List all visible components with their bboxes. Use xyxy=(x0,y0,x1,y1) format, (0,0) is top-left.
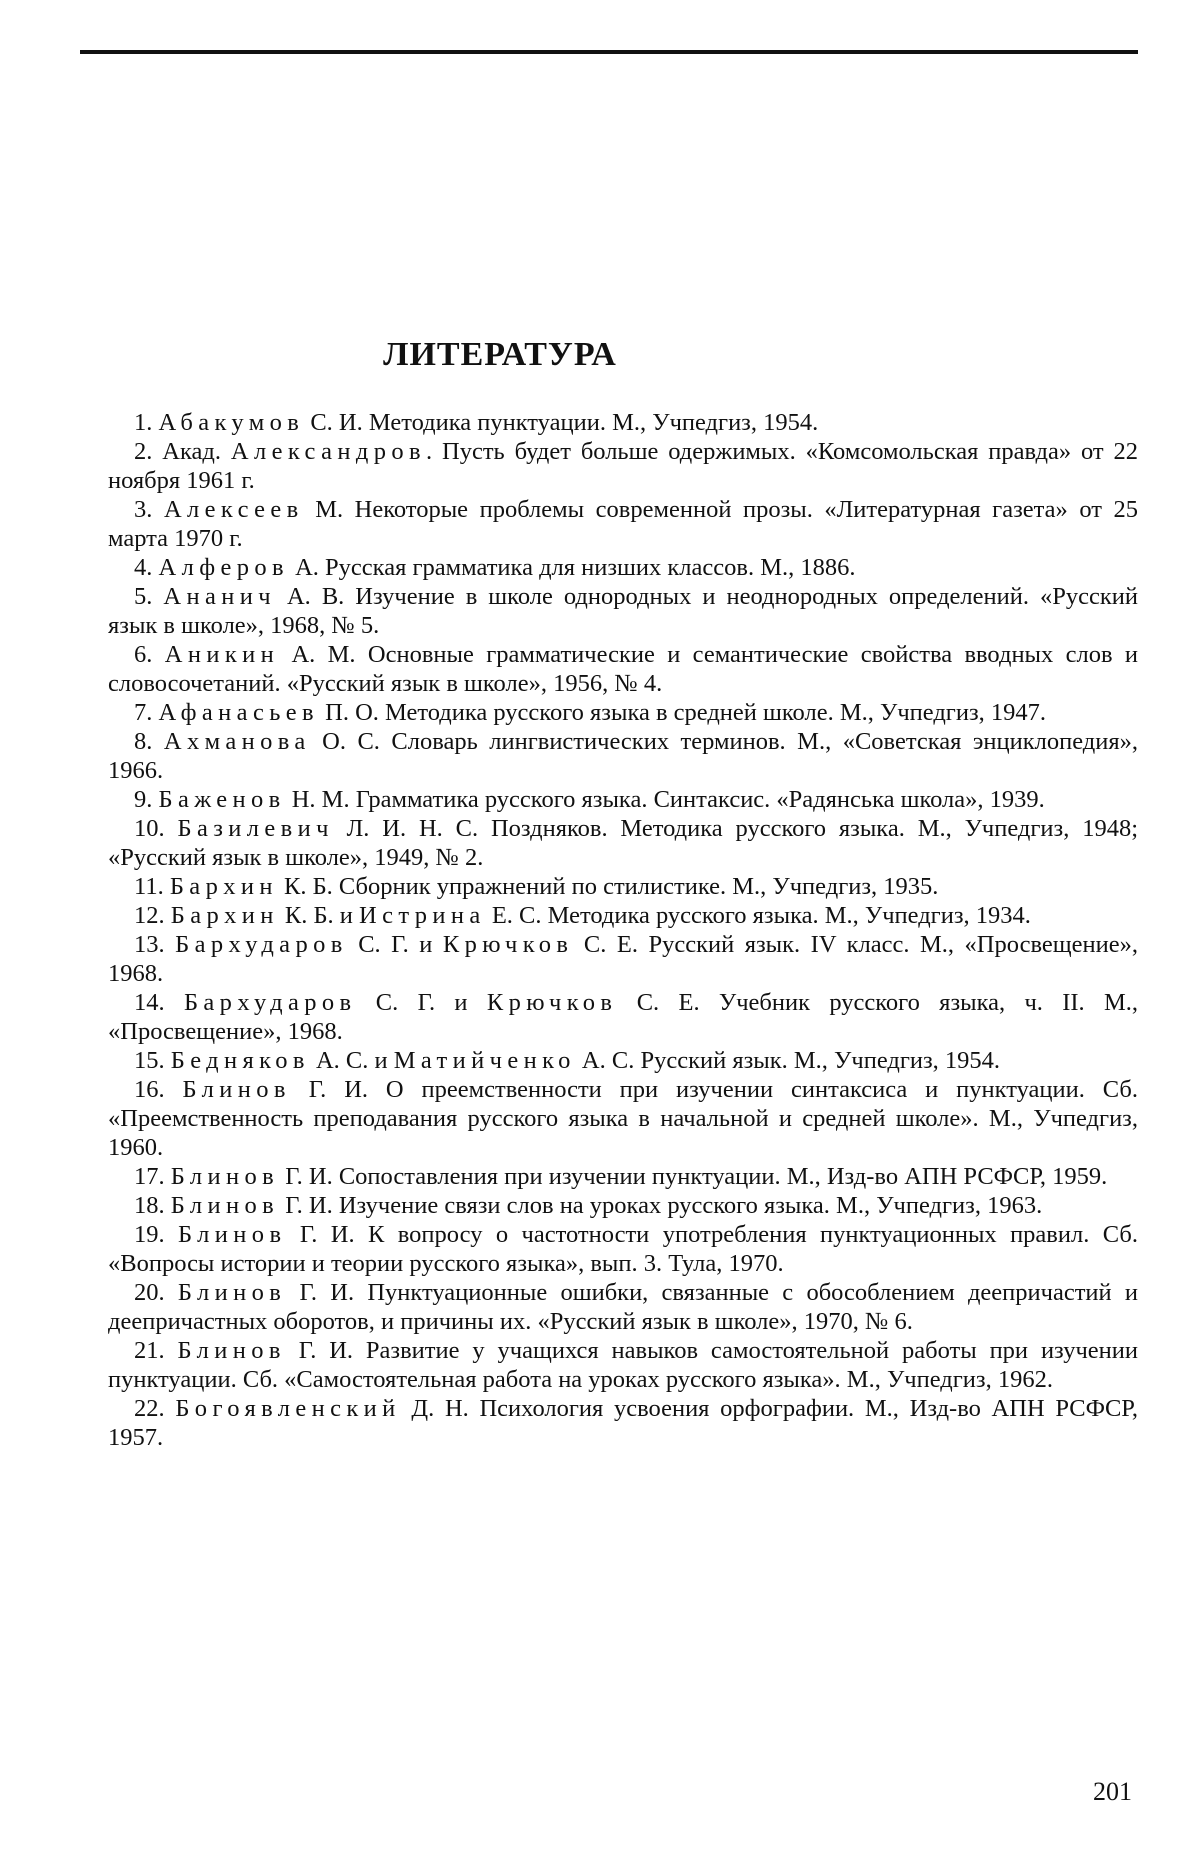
reference-item xyxy=(108,698,1138,727)
reference-author: Блинов xyxy=(171,1163,279,1190)
reference-item xyxy=(108,640,1138,698)
reference-list xyxy=(108,408,1138,1452)
reference-number: 12. xyxy=(134,902,165,929)
reference-text: Г. И. Развитие у учащихся навыков самостоятельной работы при изучении пунктуации. Сб. «Самостоятельная работа на уроках русского языка». М., Учпедгиз, 1962. xyxy=(108,1337,1138,1393)
reference-number: 3. xyxy=(134,496,152,523)
reference-text: К. Б. Сборник упражнений по стилистике. М., Учпедгиз, 1935. xyxy=(278,873,939,900)
reference-author: Блинов xyxy=(178,1279,286,1306)
reference-coauthor: Крючков xyxy=(487,989,618,1016)
reference-item xyxy=(108,553,1138,582)
reference-text-continued: С. Е. Русский язык. IV класс. М., «Просвещение», 1968. xyxy=(108,931,1138,987)
reference-number: 22. xyxy=(134,1395,165,1422)
reference-number: 4. xyxy=(134,554,152,581)
reference-text: Л. И. Н. С. Поздняков. Методика русского языка. М., Учпедгиз, 1948; «Русский язык в школе», 1949, № 2. xyxy=(108,815,1138,871)
reference-author: Ананич xyxy=(163,583,276,610)
reference-text: Г. И. Сопоставления при изучении пунктуации. М., Изд-во АПН РСФСР, 1959. xyxy=(279,1163,1107,1190)
reference-number: 18. xyxy=(134,1192,165,1219)
reference-author: Бархин xyxy=(171,902,279,929)
reference-coauthor: Крючков xyxy=(443,931,574,958)
reference-author: Бархин xyxy=(170,873,278,900)
reference-number: 15. xyxy=(134,1047,165,1074)
reference-number: 6. xyxy=(134,641,152,668)
reference-item xyxy=(108,1278,1138,1336)
reference-author: Абакумов xyxy=(159,409,305,436)
reference-number: 17. xyxy=(134,1163,165,1190)
reference-number: 7. xyxy=(134,699,152,726)
reference-text: С. Г. и xyxy=(348,931,443,958)
reference-text: С. Г. и xyxy=(356,989,486,1016)
reference-text: А. С. и xyxy=(310,1047,394,1074)
reference-item xyxy=(108,1075,1138,1162)
reference-text-continued: А. С. Русский язык. М., Учпедгиз, 1954. xyxy=(576,1047,1000,1074)
reference-number: 2. xyxy=(134,438,152,465)
reference-number: 5. xyxy=(134,583,152,610)
reference-item xyxy=(108,1046,1138,1075)
reference-coauthor: Матийченко xyxy=(394,1047,576,1074)
reference-text: Г. И. Изучение связи слов на уроках русского языка. М., Учпедгиз, 1963. xyxy=(279,1192,1042,1219)
reference-item xyxy=(108,901,1138,930)
reference-number: 19. xyxy=(134,1221,165,1248)
reference-text: С. И. Методика пунктуации. М., Учпедгиз, 1954. xyxy=(304,409,818,436)
reference-author: Алексеев xyxy=(164,496,304,523)
reference-item xyxy=(108,437,1138,495)
reference-text: П. О. Методика русского языка в средней школе. М., Учпедгиз, 1947. xyxy=(319,699,1046,726)
reference-text: Д. Н. Психология усвоения орфографии. М., Изд-во АПН РСФСР, 1957. xyxy=(108,1395,1138,1451)
reference-item xyxy=(108,408,1138,437)
reference-author: Богоявленский xyxy=(175,1395,400,1422)
reference-author: Баженов xyxy=(159,786,286,813)
reference-item xyxy=(108,1336,1138,1394)
reference-item xyxy=(108,930,1138,988)
page-number: 201 xyxy=(1093,1777,1132,1807)
reference-item xyxy=(108,785,1138,814)
reference-text-continued: С. Е. Учебник русского языка, ч. II. М., «Просвещение», 1968. xyxy=(108,989,1138,1045)
reference-author: Афанасьев xyxy=(159,699,320,726)
reference-coauthor: Истрина xyxy=(359,902,486,929)
reference-author: Бархударов xyxy=(175,931,348,958)
reference-number: 21. xyxy=(134,1337,165,1364)
reference-item xyxy=(108,495,1138,553)
reference-text: А. В. Изучение в школе однородных и неоднородных определений. «Русский язык в школе», 1968, № 5. xyxy=(108,583,1138,639)
reference-number: 1. xyxy=(134,409,152,436)
reference-text-continued: Е. С. Методика русского языка. М., Учпедгиз, 1934. xyxy=(486,902,1031,929)
reference-author: Аникин xyxy=(165,641,279,668)
reference-author: Блинов xyxy=(178,1337,286,1364)
book-page xyxy=(0,0,1200,1866)
reference-author: Александров xyxy=(231,438,426,465)
reference-author: Ахманова xyxy=(164,728,311,755)
reference-text: Г. И. Пунктуационные ошибки, связанные с обособлением деепричастий и деепричастных оборотов, и причины их. «Русский язык в школе», 1970, № 6. xyxy=(108,1279,1138,1335)
reference-text: М. Некоторые проблемы современной прозы. «Литературная газета» от 25 марта 1970 г. xyxy=(108,496,1138,552)
reference-item xyxy=(108,872,1138,901)
reference-text: . Пусть будет больше одержимых. «Комсомольская правда» от 22 ноября 1961 г. xyxy=(108,438,1138,494)
reference-number: 8. xyxy=(134,728,152,755)
reference-item xyxy=(108,1191,1138,1220)
reference-author: Блинов xyxy=(171,1192,279,1219)
reference-author: Бедняков xyxy=(171,1047,310,1074)
reference-text: А. Русская грамматика для низших классов. М., 1886. xyxy=(289,554,856,581)
reference-number: 16. xyxy=(134,1076,165,1103)
reference-item xyxy=(108,1220,1138,1278)
reference-number: 10. xyxy=(134,815,165,842)
reference-author: Бархударов xyxy=(184,989,357,1016)
reference-text: О. С. Словарь лингвистических терминов. М., «Советская энциклопедия», 1966. xyxy=(108,728,1138,784)
reference-item xyxy=(108,727,1138,785)
reference-item xyxy=(108,988,1138,1046)
reference-author: Блинов xyxy=(178,1221,286,1248)
reference-item xyxy=(108,1394,1138,1452)
reference-item xyxy=(108,1162,1138,1191)
page-title: ЛИТЕРАТУРА xyxy=(0,336,1000,374)
reference-number: 13. xyxy=(134,931,165,958)
reference-number: 20. xyxy=(134,1279,165,1306)
reference-item xyxy=(108,814,1138,872)
reference-author: Блинов xyxy=(183,1076,291,1103)
reference-text: Г. И. О преемственности при изучении синтаксиса и пунктуации. Сб. «Преемственность преподавания русского языка в начальной и средней школе». М., Учпедгиз, 1960. xyxy=(108,1076,1138,1161)
reference-number: 11. xyxy=(134,873,164,900)
reference-item xyxy=(108,582,1138,640)
reference-prefix: Акад. xyxy=(162,438,231,465)
reference-text: Н. М. Грамматика русского языка. Синтаксис. «Радянська школа», 1939. xyxy=(286,786,1045,813)
top-rule xyxy=(80,50,1138,54)
reference-author: Базилевич xyxy=(177,815,333,842)
reference-text: К. Б. и xyxy=(279,902,359,929)
reference-text: А. М. Основные грамматические и семантические свойства вводных слов и словосочетаний. «Русский язык в школе», 1956, № 4. xyxy=(108,641,1138,697)
reference-number: 9. xyxy=(134,786,152,813)
reference-author: Алферов xyxy=(159,554,289,581)
reference-number: 14. xyxy=(134,989,165,1016)
reference-text: Г. И. К вопросу о частотности употребления пунктуационных правил. Сб. «Вопросы истории и теории русского языка», вып. 3. Тула, 1970. xyxy=(108,1221,1138,1277)
